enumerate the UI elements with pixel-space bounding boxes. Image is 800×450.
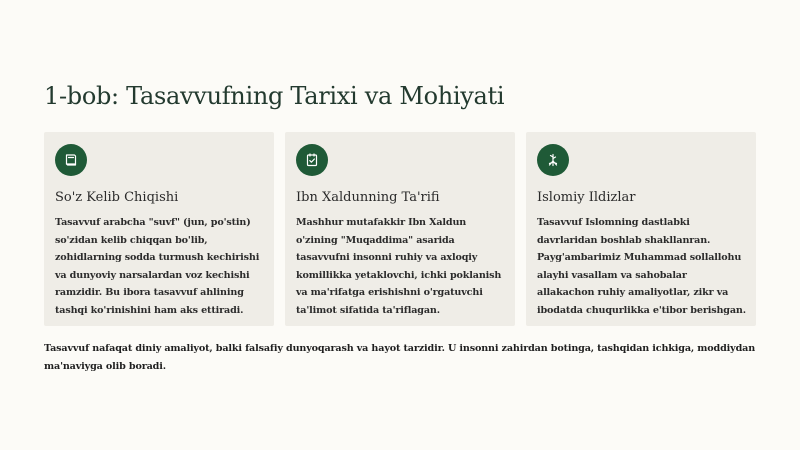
card-text: Tasavvuf Islomning dastlabki davrlaridan boshlab shakllanran. Payg'ambarimiz Muhammad sollallohu alayhi vasallam va sahobalar allakachon ruhiy amaliyotlar, zikr va ibodatda chuqurlikka e'tibor berishgan. — [537, 217, 746, 316]
card-text: Mashhur mutafakkir Ibn Xaldun o'zining "Muqaddima" asarida tasavvufni insonni ruhiy va axloqiy komillikka yetaklovchi, ichki poklanish va ma'rifatga erishishni o'rgatuvchi ta'limot sifatida ta'riflagan. — [296, 217, 502, 316]
card-title: Ibn Xaldunning Ta'rifi — [296, 190, 440, 205]
card-text: Tasavvuf arabcha "suvf" (jun, po'stin) so'zidan kelib chiqqan bo'lib, zohidlarning sodda turmush kechirishi va dunyoviy narsalardan voz kechishi ramzidir. Bu ibora tasavvuf ahlining tashqi ko'rinishini ham aks ettiradi. — [55, 217, 260, 316]
card-etymology — [44, 132, 274, 326]
card-title: So'z Kelib Chiqishi — [55, 190, 179, 205]
roots-icon — [537, 144, 569, 176]
footer-text: Tasavvuf nafaqat diniy amaliyot, balki falsafiy dunyoqarash va hayot tarzidir. U insonni zahirdan botinga, tashqidan ichkiga, moddiydan ma'naviyga olib boradi. — [44, 343, 756, 372]
document-check-icon — [296, 144, 328, 176]
card-title: Islomiy Ildizlar — [537, 190, 636, 205]
card-islamic-roots — [526, 132, 756, 326]
cards-row — [44, 132, 756, 326]
slide-title: 1-bob: Tasavvufning Tarixi va Mohiyati — [44, 82, 505, 110]
book-icon — [55, 144, 87, 176]
card-ibn-khaldun — [285, 132, 515, 326]
